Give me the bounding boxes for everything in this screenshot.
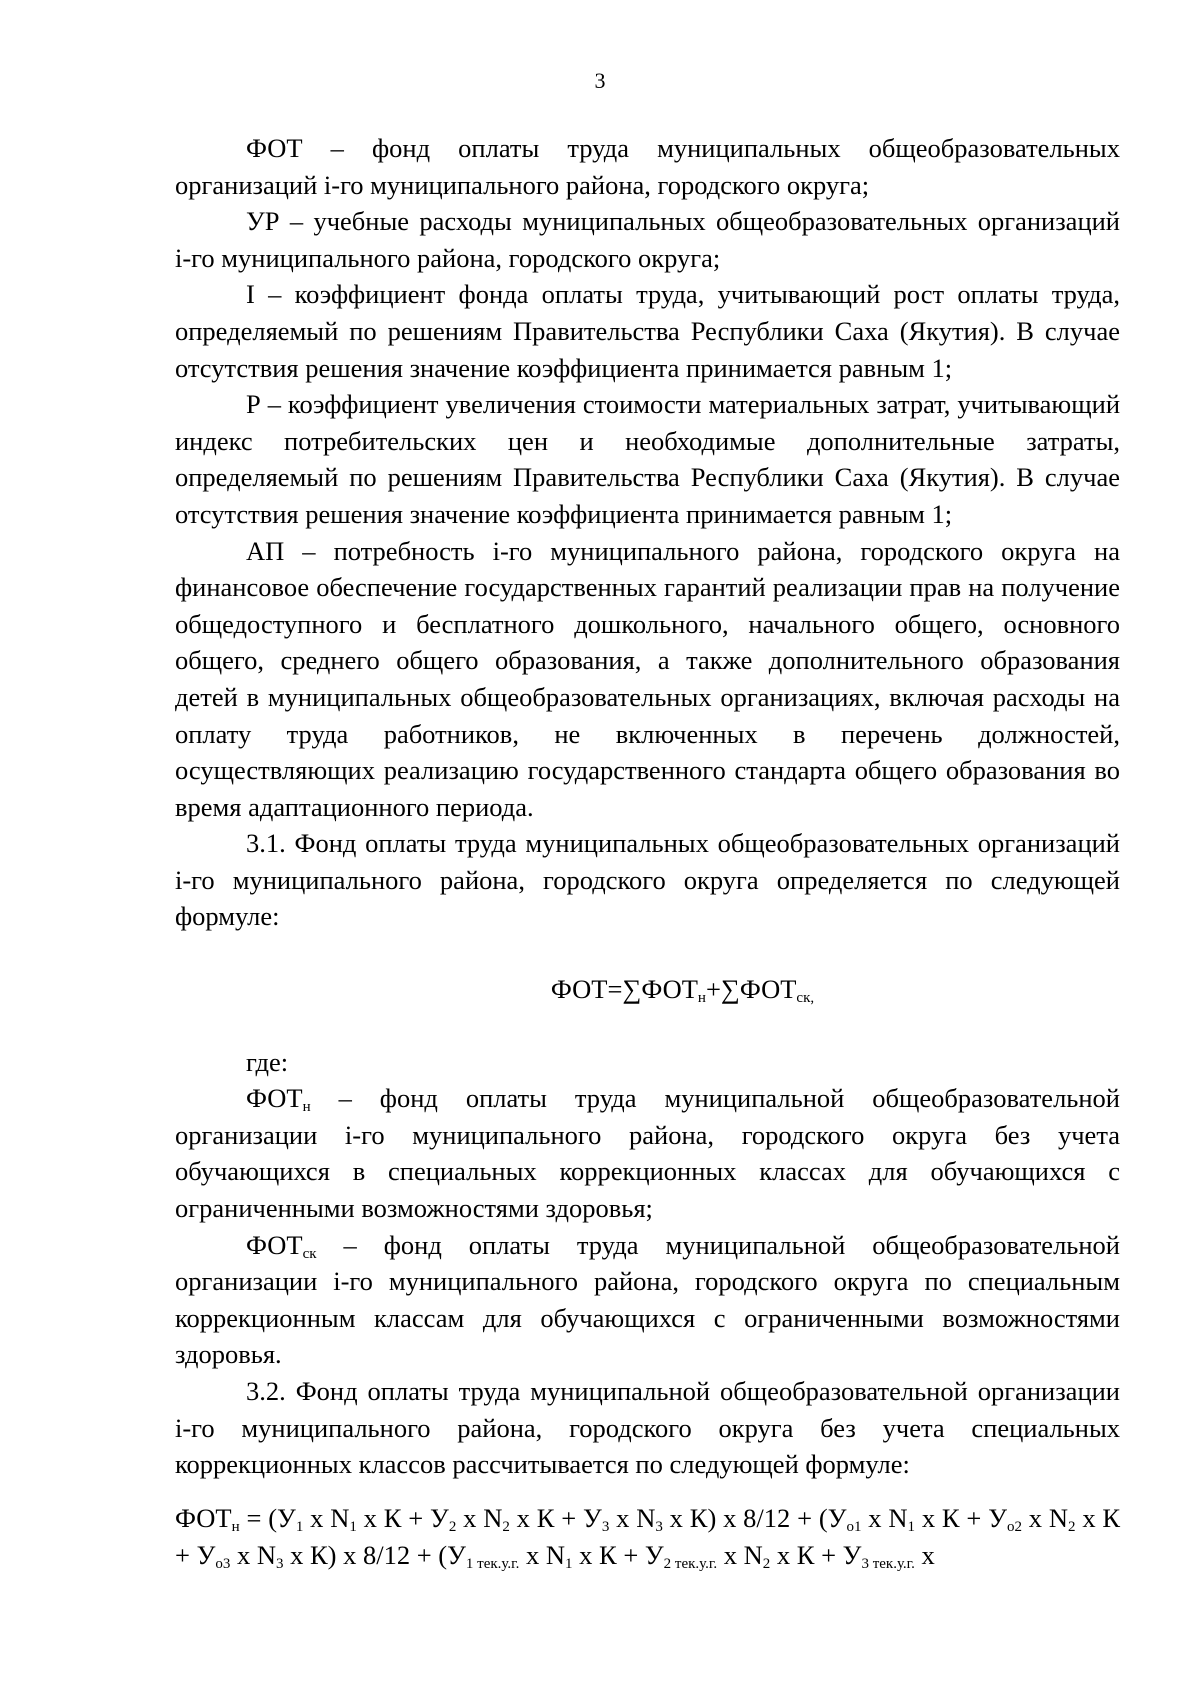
f-k: К xyxy=(796,1539,815,1570)
f-sub: 1 xyxy=(565,1555,573,1572)
f-text: х xyxy=(861,1503,889,1533)
f-k: К xyxy=(309,1539,328,1570)
f-text: х xyxy=(914,1539,935,1570)
f-sub: 3 тек.у.г. xyxy=(861,1555,915,1572)
f-sub: 3 xyxy=(601,1519,610,1535)
paragraph-fot-definition: ФОТ – фонд оплаты труда муниципальных общеобразовательных организаций i-го муниципального района, городского округа; xyxy=(175,133,1120,200)
f-text: + xyxy=(616,1539,645,1570)
f-sub: 2 xyxy=(448,1519,457,1535)
f-sub: 2 xyxy=(502,1519,510,1535)
f-text: х xyxy=(230,1539,257,1570)
f-n: N xyxy=(483,1503,503,1533)
f-k: К xyxy=(383,1503,402,1533)
f-sub: н xyxy=(231,1519,240,1535)
symbol-sub-sk: ск xyxy=(302,1245,317,1262)
formula-fot: ФОТ xyxy=(641,974,698,1005)
f-k: К xyxy=(536,1503,555,1533)
definition-text: – фонд оплаты труда муниципальной общеобразовательной организации i-го муниципального района, городского округа по специальным коррекционным классам для обучающихся с ограниченными возможностями здоровья. xyxy=(175,1229,1120,1370)
f-text: + xyxy=(175,1539,197,1570)
formula-lhs: ФОТ= xyxy=(550,974,623,1005)
f-sub: о1 xyxy=(846,1519,862,1535)
f-n: N xyxy=(545,1539,566,1570)
f-text: х xyxy=(356,1503,384,1533)
f-k: К xyxy=(941,1503,960,1533)
f-y: У xyxy=(842,1539,862,1570)
formula-fot-n xyxy=(175,1500,1120,1573)
f-y: У xyxy=(447,1539,466,1570)
f-text: х xyxy=(717,1539,744,1570)
f-n: N xyxy=(888,1503,908,1533)
f-y: У xyxy=(196,1539,216,1570)
f-n: N xyxy=(743,1539,763,1570)
f-text: х xyxy=(915,1503,942,1533)
symbol-sub-n: н xyxy=(302,1099,311,1116)
f-sub: 2 xyxy=(762,1555,771,1572)
f-sub: 1 xyxy=(295,1519,304,1535)
symbol-fot: ФОТ xyxy=(246,1229,303,1260)
page-number: 3 xyxy=(594,68,606,93)
f-text: + xyxy=(401,1503,431,1533)
f-sub: 1 xyxy=(907,1519,916,1535)
f-y: У xyxy=(644,1539,664,1570)
f-text: + xyxy=(959,1503,989,1533)
f-k: К xyxy=(689,1503,708,1533)
f-y: У xyxy=(827,1503,847,1533)
f-sub: 1 xyxy=(349,1519,357,1535)
f-text: х xyxy=(662,1503,690,1533)
paragraph-i-coefficient: I – коэффициент фонда оплаты труда, учитывающий рост оплаты труда, определяемый по решениям Правительства Республики Саха (Якутия). В случае отсутствия решения значение коэффициента принимается равным 1; xyxy=(175,279,1120,383)
formula-sub-n: н xyxy=(697,990,706,1007)
paragraph-ur-definition: УР – учебные расходы муниципальных общеобразовательных организаций i-го муниципального района, городского округа; xyxy=(175,206,1120,273)
f-text: ) х 8/12 + ( xyxy=(327,1539,448,1570)
symbol-fot: ФОТ xyxy=(246,1083,303,1114)
f-sub: 2 тек.у.г. xyxy=(663,1555,718,1572)
f-sub: 2 xyxy=(1068,1519,1076,1535)
f-text: х xyxy=(1021,1503,1049,1533)
formula-fot: ФОТ xyxy=(739,974,797,1005)
f-sub: 3 xyxy=(275,1555,284,1572)
f-text: ) х 8/12 + ( xyxy=(707,1503,828,1533)
sum-symbol: ∑ xyxy=(720,974,740,1005)
paragraph-fot-sk-definition xyxy=(175,1227,1120,1373)
f-sub: 1 тек.у.г. xyxy=(465,1555,520,1572)
f-y: У xyxy=(277,1503,296,1533)
f-sub: о3 xyxy=(215,1555,231,1572)
f-sub: о2 xyxy=(1006,1519,1022,1535)
f-text: х xyxy=(770,1539,797,1570)
f-text: х xyxy=(303,1503,331,1533)
f-text: х xyxy=(283,1539,310,1570)
f-n: N xyxy=(1048,1503,1069,1533)
f-y: У xyxy=(988,1503,1007,1533)
f-text: х xyxy=(509,1503,537,1533)
f-n: N xyxy=(636,1503,656,1533)
formula-fot-total xyxy=(175,971,1120,1008)
f-y: У xyxy=(583,1503,602,1533)
paragraph-section-3-2: 3.2. Фонд оплаты труда муниципальной общеобразовательной организации i-го муниципального района, городского округа без учета специальных коррекционных классов рассчитывается по следующей формуле: xyxy=(175,1376,1120,1480)
f-text: = ( xyxy=(239,1503,278,1533)
f-fot: ФОТ xyxy=(175,1503,232,1533)
f-sub: 3 xyxy=(655,1519,663,1535)
paragraph-p-coefficient: Р – коэффициент увеличения стоимости материальных затрат, учитывающий индекс потребительских цен и необходимые дополнительные затраты, определяемый по решениям Правительства Республики Саха (Якутия). В случае отсутствия решения значение коэффициента принимается равным 1; xyxy=(175,389,1120,529)
paragraph-fot-n-definition xyxy=(175,1080,1120,1226)
f-k: К xyxy=(599,1539,617,1570)
document-body xyxy=(175,130,1120,1483)
f-y: У xyxy=(430,1503,449,1533)
formula-sub-sk: ск, xyxy=(796,990,815,1007)
f-text: х xyxy=(1075,1503,1103,1533)
f-text: + xyxy=(554,1503,584,1533)
f-k: К xyxy=(1102,1503,1121,1533)
f-text: х xyxy=(572,1539,600,1570)
paragraph-ap-definition: АП – потребность i-го муниципального района, городского округа на финансовое обеспечение государственных гарантий реализации прав на получение общедоступного и бесплатного дошкольного, начального общего, основного общего, среднего общего образования, а также дополнительного образования детей в муниципальных общеобразовательных организациях, включая расходы на оплату труда работников, не включенных в перечень должностей, осуществляющих реализацию государственного стандарта общего образования во время адаптационного периода. xyxy=(175,535,1120,822)
f-text: х xyxy=(609,1503,637,1533)
paragraph-section-3-1: 3.1. Фонд оплаты труда муниципальных общеобразовательных организаций i-го муниципального района, городского округа определяется по следующей формуле: xyxy=(175,828,1120,932)
f-text: х xyxy=(519,1539,546,1570)
f-text: х xyxy=(456,1503,484,1533)
formula-plus: + xyxy=(705,974,721,1005)
paragraph-where: где: xyxy=(246,1046,289,1077)
f-n: N xyxy=(256,1539,276,1570)
f-text: + xyxy=(814,1539,843,1570)
definition-text: – фонд оплаты труда муниципальной общеобразовательной организации i-го муниципального района, городского округа без учета обучающихся в специальных коррекционных классах для обучающихся с ограниченными возможностями здоровья; xyxy=(175,1083,1120,1224)
sum-symbol: ∑ xyxy=(622,974,642,1005)
f-n: N xyxy=(330,1503,350,1533)
